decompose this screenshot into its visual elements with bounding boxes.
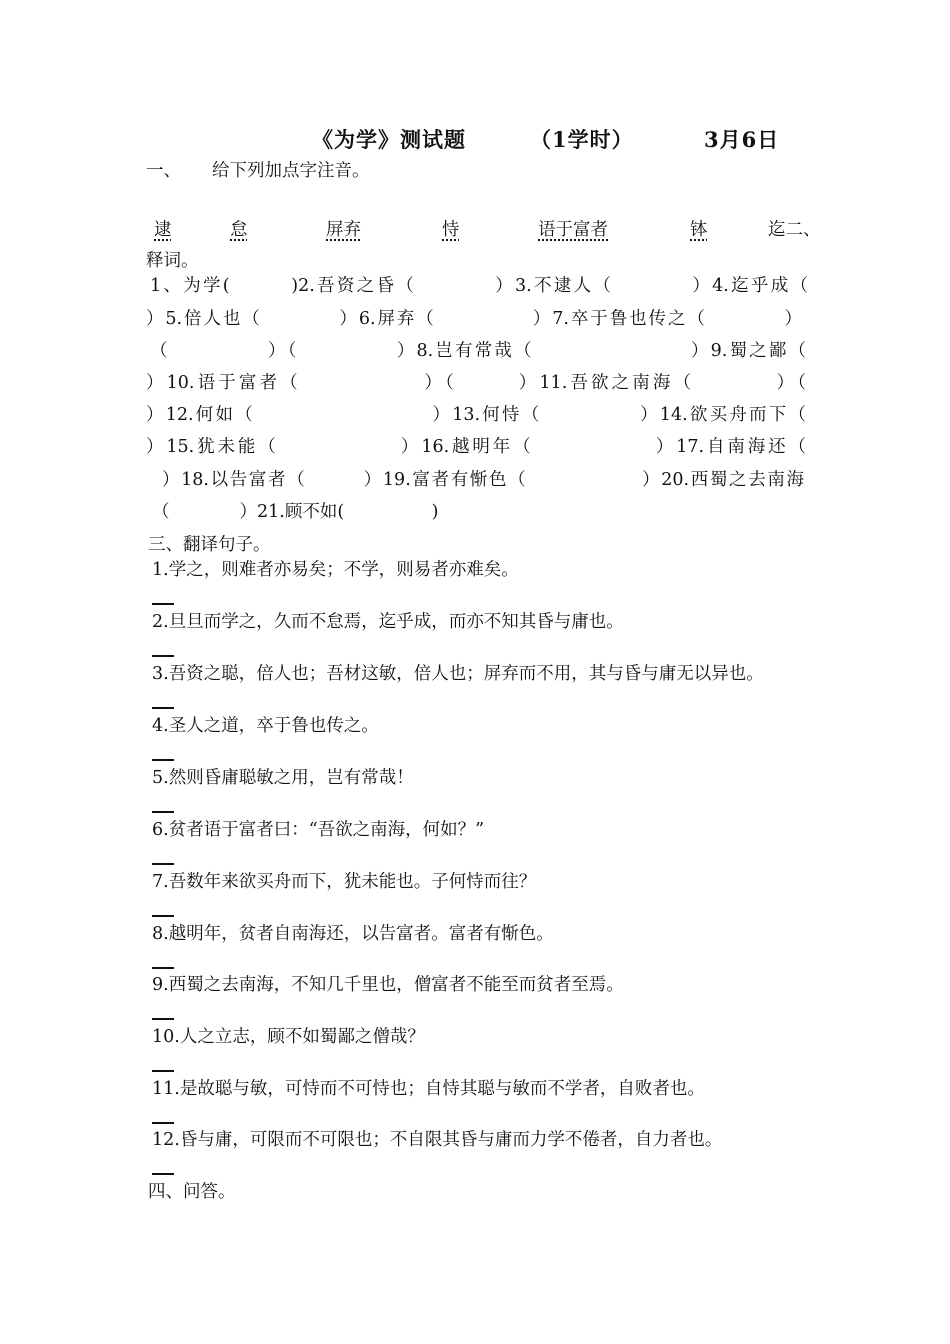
definition-line: （ ）（ ）8.岂有常哉（ ）9.蜀之鄙（: [150, 341, 806, 361]
phonetic-item: 怠: [230, 220, 248, 240]
answer-line: [152, 1070, 174, 1072]
answer-line: [152, 707, 174, 709]
page-title: 《为学》测试题: [312, 127, 466, 152]
section2-heading: 释词。: [146, 251, 199, 271]
section1-heading: 给下列加点字注音。: [212, 161, 370, 181]
phonetic-item: 屏弃: [326, 220, 361, 240]
phonetic-item: 语于富者: [538, 220, 608, 240]
title-date: 3月6日: [704, 127, 780, 152]
sentence: 7.吾数年来欲买舟而下，犹未能也。子何恃而往？: [152, 872, 537, 892]
title-hours: （1学时）: [530, 127, 634, 152]
phonetic-item: 迄二、: [768, 220, 821, 240]
answer-line: [152, 1122, 174, 1124]
definition-line: ）12.何如（ ）13.何恃（ ）14.欲买舟而下（: [146, 405, 806, 425]
definition-line: 1、为学( )2.吾资之昏（ ）3.不逮人（ ）4.迄乎成（: [150, 276, 808, 296]
sentence: 10.人之立志，顾不如蜀鄙之僧哉？: [152, 1027, 425, 1047]
answer-line: [152, 1018, 174, 1020]
definition-line: ）18.以告富者（ ）19.富者有惭色（ ）20.西蜀之去南海: [162, 470, 804, 490]
answer-line: [152, 915, 174, 917]
answer-line: [152, 655, 174, 657]
answer-line: [152, 1173, 174, 1175]
sentence: 8.越明年，贫者自南海还，以告富者。富者有惭色。: [152, 924, 554, 944]
sentence: 4.圣人之道，卒于鲁也传之。: [152, 716, 379, 736]
answer-line: [152, 603, 174, 605]
sentence: 2.旦旦而学之，久而不怠焉，迄乎成，而亦不知其昏与庸也。: [152, 612, 624, 632]
phonetic-item: 恃: [442, 220, 460, 240]
section1-number: 一、: [146, 161, 181, 181]
definition-line: ）15.犹未能（ ）16.越明年（ ）17.自南海还（: [146, 437, 806, 457]
sentence: 1.学之，则难者亦易矣；不学，则易者亦难矣。: [152, 560, 519, 580]
definition-line: ）5.倍人也（ ）6.屏弃（ ）7.卒于鲁也传之（ ）: [146, 309, 802, 329]
section4-heading: 四、问答。: [148, 1182, 236, 1202]
definition-line: ）10.语于富者（ ）（ ）11.吾欲之南海（ ）（: [146, 373, 806, 393]
phonetic-item: 钵: [690, 220, 708, 240]
sentence: 5.然则昏庸聪敏之用，岂有常哉！: [152, 768, 414, 788]
sentence: 9.西蜀之去南海，不知几千里也，僧富者不能至而贫者至焉。: [152, 975, 624, 995]
sentence: 3.吾资之聪，倍人也；吾材这敏，倍人也；屏弃而不用，其与昏与庸无以异也。: [152, 664, 764, 684]
sentence: 11.是故聪与敏，可恃而不可恃也；自恃其聪与敏而不学者，自败者也。: [152, 1079, 705, 1099]
answer-line: [152, 863, 174, 865]
answer-line: [152, 811, 174, 813]
section3-heading: 三、翻译句子。: [148, 535, 271, 555]
definition-line: （ ）21.顾不如( ): [152, 502, 439, 522]
phonetic-item: 逮: [154, 220, 172, 240]
answer-line: [152, 759, 174, 761]
sentence: 6.贫者语于富者曰：“吾欲之南海，何如？”: [152, 820, 485, 840]
answer-line: [152, 967, 174, 969]
sentence: 12.昏与庸，可限而不可限也；不自限其昏与庸而力学不倦者，自力者也。: [152, 1130, 723, 1150]
